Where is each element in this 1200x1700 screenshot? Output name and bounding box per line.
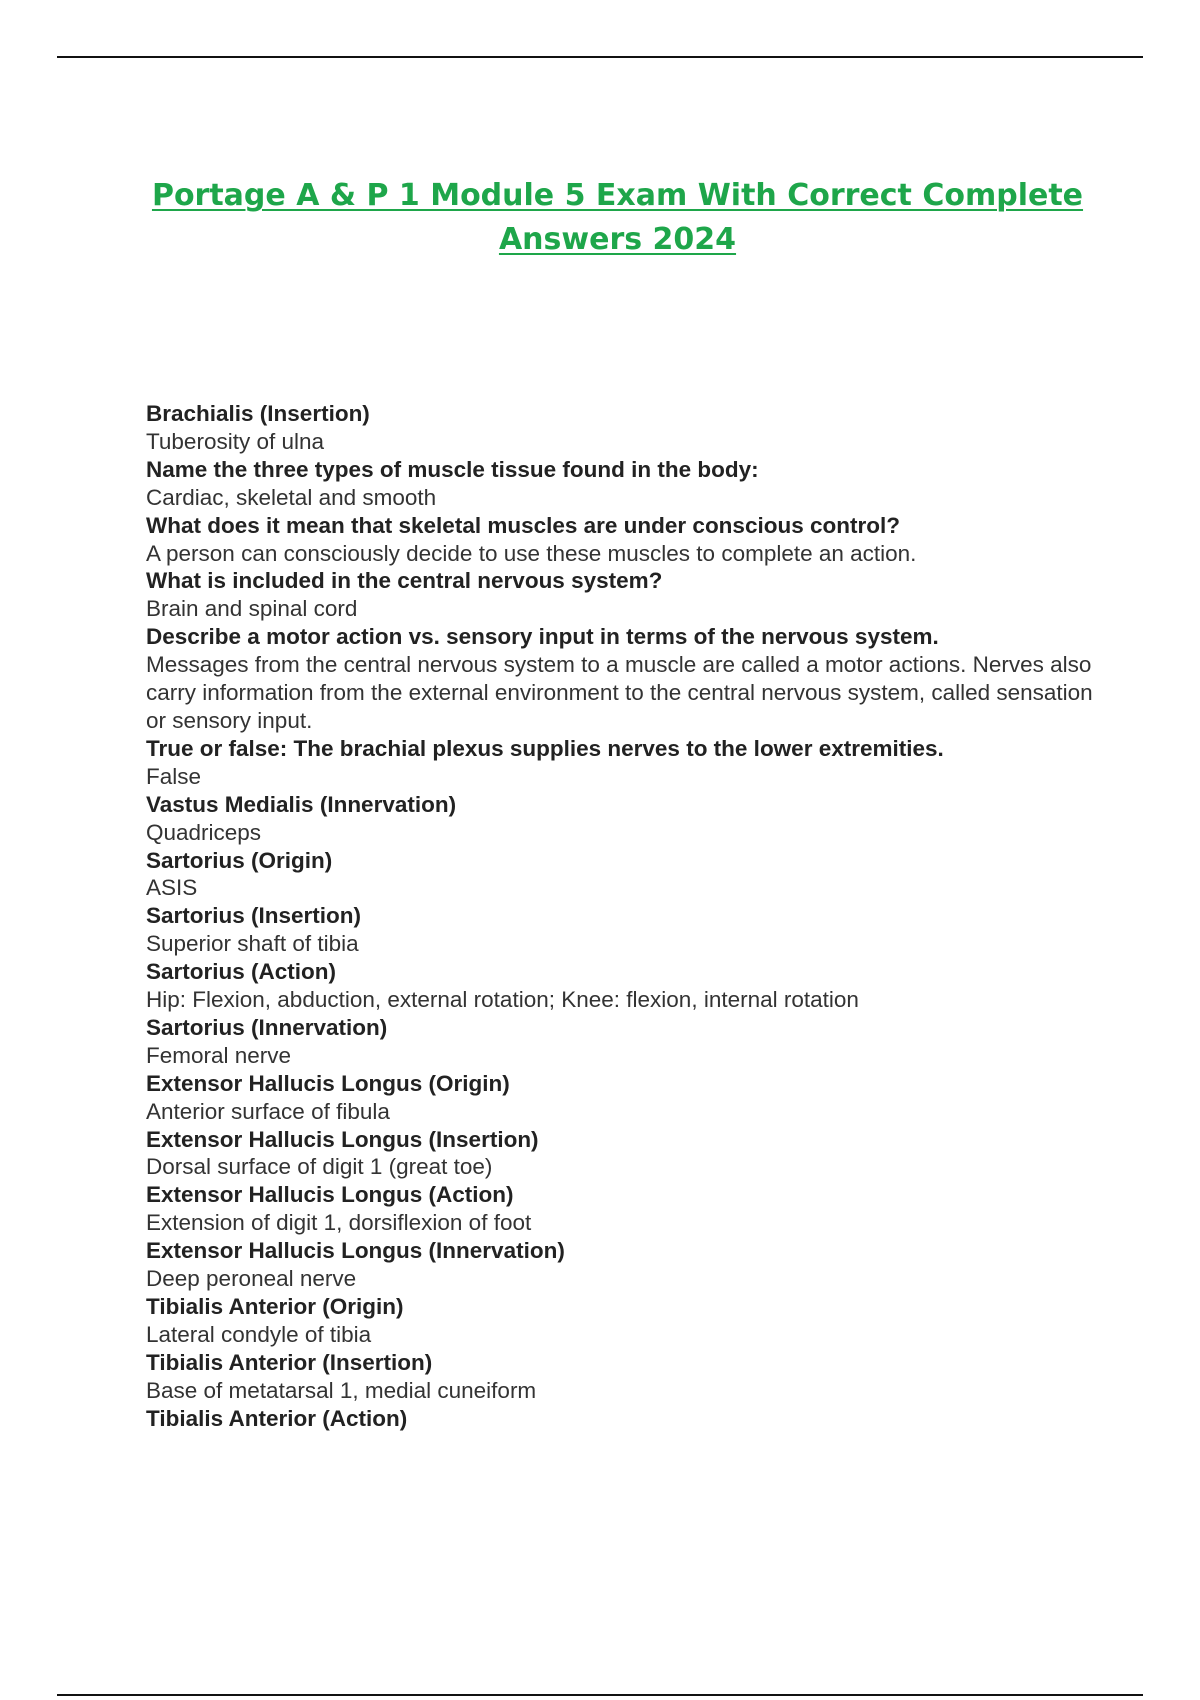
question: Extensor Hallucis Longus (Origin) xyxy=(146,1070,510,1096)
qa-item xyxy=(146,1126,1106,1182)
answer: Deep peroneal nerve xyxy=(146,1266,357,1292)
question: Extensor Hallucis Longus (Innervation) xyxy=(146,1238,565,1264)
answer: Tuberosity of ulna xyxy=(146,428,325,454)
qa-item xyxy=(146,1293,1106,1349)
answer: A person can consciously decide to use these muscles to complete an action. xyxy=(146,540,917,566)
question: Tibialis Anterior (Action) xyxy=(146,1405,408,1431)
qa-item xyxy=(146,400,1106,456)
question: Brachialis (Insertion) xyxy=(146,401,370,426)
question: What does it mean that skeletal muscles are under conscious control? xyxy=(146,512,900,538)
answer: Femoral nerve xyxy=(146,1042,292,1068)
answer: Quadriceps xyxy=(146,819,262,845)
qa-item xyxy=(146,791,1106,847)
answer: Cardiac, skeletal and smooth xyxy=(146,484,437,510)
qa-item xyxy=(146,958,1106,1014)
answer: Brain and spinal cord xyxy=(146,596,358,622)
qa-item xyxy=(146,1237,1106,1293)
question: True or false: The brachial plexus supplies nerves to the lower extremities. xyxy=(146,735,944,761)
answer: Dorsal surface of digit 1 (great toe) xyxy=(146,1154,493,1180)
question: Tibialis Anterior (Origin) xyxy=(146,1294,404,1319)
answer: Messages from the central nervous system to a muscle are called a motor actions. Nerves also carry information from the external environment to the central nervous system, called sensation or sensory input. xyxy=(146,652,1093,733)
qa-item xyxy=(146,567,1106,623)
qa-item xyxy=(146,1181,1106,1237)
answer: Base of metatarsal 1, medial cuneiform xyxy=(146,1377,537,1403)
question: Vastus Medialis (Innervation) xyxy=(146,791,457,817)
qa-item xyxy=(146,902,1106,958)
question: Extensor Hallucis Longus (Insertion) xyxy=(146,1126,539,1152)
question: Name the three types of muscle tissue found in the body: xyxy=(146,456,759,482)
answer: Hip: Flexion, abduction, external rotation; Knee: flexion, internal rotation xyxy=(146,987,859,1013)
question: Sartorius (Origin) xyxy=(146,847,333,873)
qa-item xyxy=(146,1014,1106,1070)
qa-item xyxy=(146,735,1106,791)
qa-item xyxy=(146,456,1106,512)
question: Tibialis Anterior (Insertion) xyxy=(146,1349,433,1375)
answer: False xyxy=(146,763,202,789)
qa-item xyxy=(146,623,1106,735)
answer: Lateral condyle of tibia xyxy=(146,1321,372,1347)
answer: Superior shaft of tibia xyxy=(146,931,359,957)
qa-list xyxy=(146,400,1106,1433)
question: Sartorius (Action) xyxy=(146,959,337,985)
question: Sartorius (Innervation) xyxy=(146,1014,388,1040)
qa-item xyxy=(146,1070,1106,1126)
top-rule xyxy=(57,56,1143,58)
answer: Anterior surface of fibula xyxy=(146,1098,390,1124)
qa-item xyxy=(146,1349,1106,1405)
question: Extensor Hallucis Longus (Action) xyxy=(146,1182,514,1208)
question: Describe a motor action vs. sensory input in terms of the nervous system. xyxy=(146,624,939,650)
qa-item xyxy=(146,512,1106,568)
document-title: Portage A & P 1 Module 5 Exam With Correct Complete Answers 2024 xyxy=(151,178,1084,257)
question: Sartorius (Insertion) xyxy=(146,903,362,929)
qa-item xyxy=(146,1405,1106,1433)
qa-item xyxy=(146,847,1106,903)
answer: ASIS xyxy=(146,875,198,901)
question: What is included in the central nervous system? xyxy=(146,568,663,594)
answer: Extension of digit 1, dorsiflexion of foot xyxy=(146,1210,532,1236)
bottom-rule xyxy=(57,1694,1143,1696)
